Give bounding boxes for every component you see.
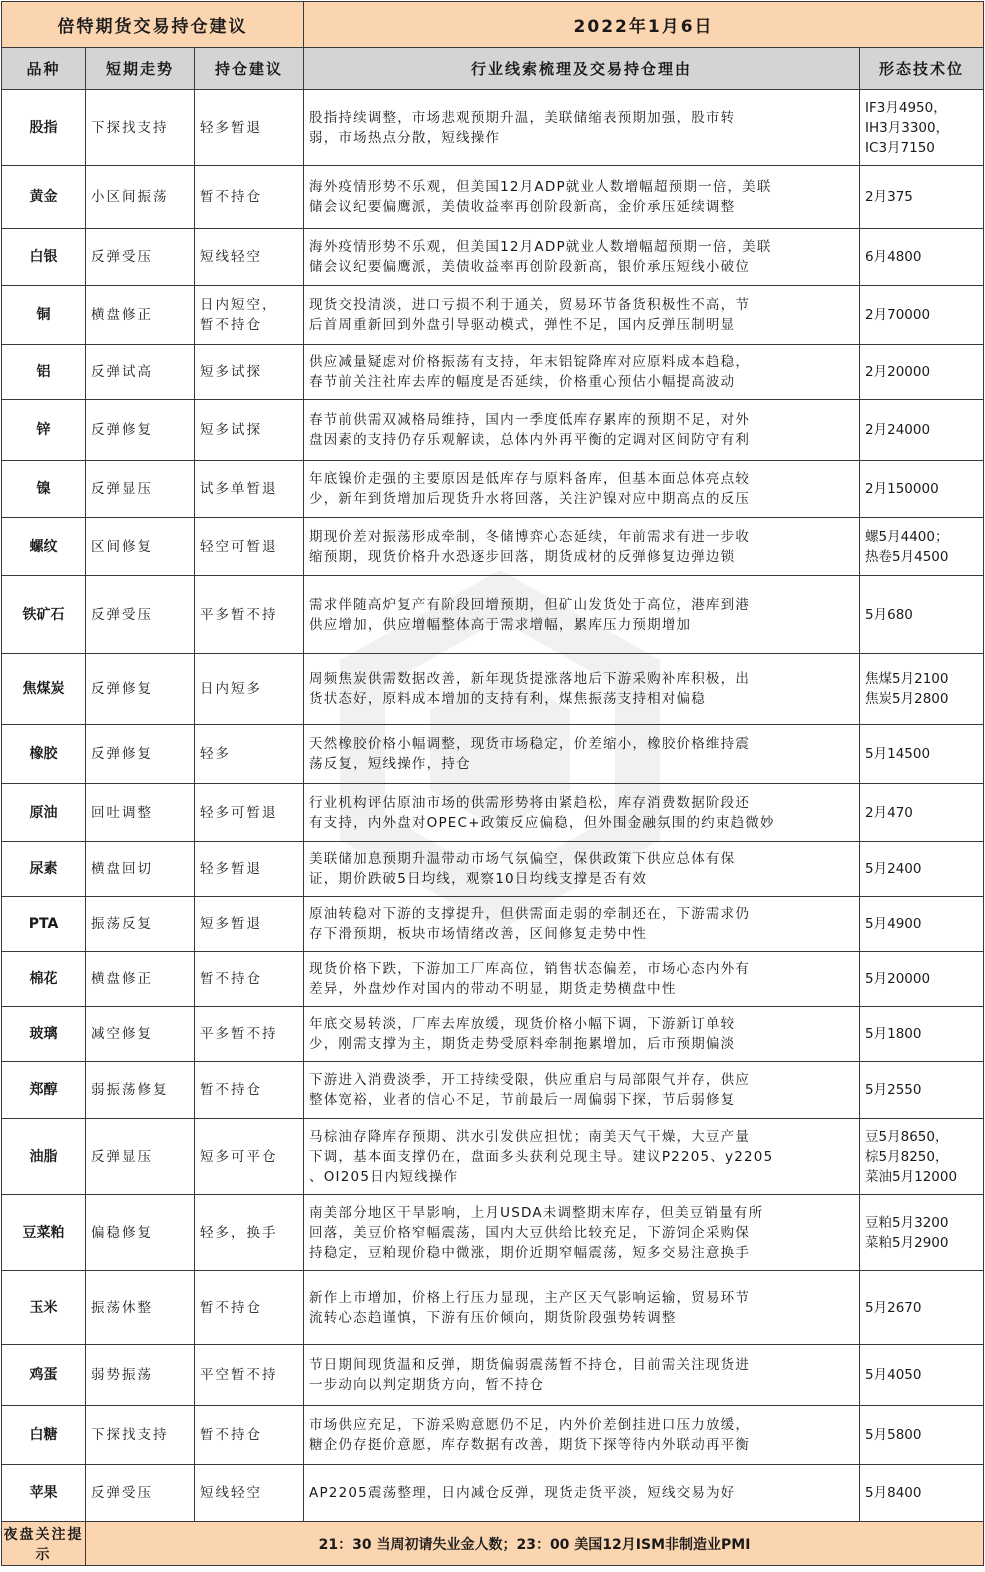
tech-line: 6月4800 [865, 249, 922, 265]
tech-line: 菜油5月12000 [865, 1168, 958, 1185]
trend-cell: 弱振荡修复 [86, 1062, 195, 1119]
advice-cell: 平多暂不持 [195, 576, 304, 654]
reason-cell [304, 345, 860, 400]
tech-line: 5月8400 [865, 1485, 922, 1501]
tech-cell [860, 286, 984, 345]
variety-cell: 豆菜粕 [2, 1195, 86, 1271]
tech-cell [860, 897, 984, 952]
advice-cell: 短线轻空 [195, 1465, 304, 1522]
trend-cell: 横盘修正 [86, 952, 195, 1007]
advice-cell: 日内短多 [195, 654, 304, 725]
reason-line: 海外疫情形势不乐观，但美国12月ADP就业人数增幅超预期一倍，美联 [309, 239, 772, 255]
title-row [2, 2, 984, 48]
tech-line: 棕5月8250， [865, 1148, 949, 1165]
tech-cell [860, 576, 984, 654]
trend-cell: 反弹修复 [86, 725, 195, 784]
trend-cell: 反弹修复 [86, 400, 195, 461]
advice-cell: 暂不持仓 [195, 1062, 304, 1119]
tech-cell [860, 1062, 984, 1119]
reason-line: 盘因素的支持仍存乐观解读，总体内外再平衡的定调对区间防守有利 [309, 432, 751, 448]
table-row [2, 1465, 984, 1522]
tech-line: 5月14500 [865, 746, 931, 762]
reason-line: 供应减量疑虑对价格振荡有支持，年末铝锭降库对应原料成本趋稳， [309, 354, 751, 370]
tech-line: 2月150000 [865, 481, 939, 497]
reason-line: 供应增加，供应增幅整体高于需求增幅，累库压力预期增加 [309, 616, 692, 633]
reason-cell [304, 166, 860, 229]
trend-cell: 横盘回切 [86, 842, 195, 897]
reason-cell [304, 576, 860, 654]
trend-cell: 振荡反复 [86, 897, 195, 952]
variety-cell: 橡胶 [2, 725, 86, 784]
tech-line: 5月4050 [865, 1367, 922, 1383]
header-variety: 品种 [2, 48, 86, 90]
variety-cell: 铝 [2, 345, 86, 400]
reason-line: 市场供应充足，下游采购意愿仍不足，内外价差倒挂进口压力放缓， [309, 1417, 751, 1433]
advice-line: 暂不持仓 [200, 317, 262, 333]
tech-line: 5月5800 [865, 1427, 922, 1443]
reason-line: 美联储加息预期升温带动市场气氛偏空，保供政策下供应总体有保 [309, 851, 736, 867]
reason-cell [304, 90, 860, 166]
table-row [2, 1406, 984, 1465]
table-row [2, 286, 984, 345]
advice-cell [195, 286, 304, 345]
tech-cell [860, 952, 984, 1007]
reason-line: 周频焦炭供需数据改善，新年现货提涨落地后下游采购补库积极，出 [309, 671, 751, 687]
advice-table [1, 1, 984, 1566]
variety-cell: 白糖 [2, 1406, 86, 1465]
advice-cell: 轻空可暂退 [195, 518, 304, 576]
table-row [2, 952, 984, 1007]
reason-cell [304, 1465, 860, 1522]
footer-text: 21：30 当周初请失业金人数；23：00 美国12月ISM非制造业PMI [86, 1522, 984, 1566]
variety-cell: 玉米 [2, 1271, 86, 1345]
reason-cell [304, 897, 860, 952]
reason-cell [304, 1119, 860, 1195]
reason-line: 期现价差对振荡形成牵制，冬储博弈心态延续，年前需求有进一步收 [309, 528, 751, 545]
sheet-title: 倍特期货交易持仓建议 [2, 2, 304, 48]
reason-line: 整体宽裕，业者的信心不足，节前最后一周偏弱下探，节后弱修复 [309, 1092, 736, 1108]
trend-cell: 下探找支持 [86, 90, 195, 166]
table-row [2, 1345, 984, 1406]
reason-line: 后首周重新回到外盘引导驱动模式，弹性不足，国内反弹压制明显 [309, 317, 736, 333]
advice-cell: 轻多暂退 [195, 842, 304, 897]
variety-cell: 白银 [2, 229, 86, 286]
tech-cell [860, 842, 984, 897]
reason-cell [304, 229, 860, 286]
tech-cell [860, 345, 984, 400]
trend-cell: 小区间振荡 [86, 166, 195, 229]
trend-cell: 偏稳修复 [86, 1195, 195, 1271]
advice-cell: 短多试探 [195, 345, 304, 400]
variety-cell: 铜 [2, 286, 86, 345]
reason-line: 回落，美豆价格窄幅震荡，国内大豆供给比较充足，下游饲企采购保 [309, 1224, 751, 1241]
reason-line: 存下滑预期，板块市场情绪改善，区间修复走势中性 [309, 926, 648, 942]
tech-line: 5月1800 [865, 1026, 922, 1042]
table-row [2, 1119, 984, 1195]
reason-line: 年底镍价走强的主要原因是低库存与原料备库，但基本面总体亮点较 [309, 471, 751, 487]
variety-cell: 黄金 [2, 166, 86, 229]
reason-line: 下调，基本面支撑仍在，盘面多头获利兑现主导。建议P2205、y2205 [309, 1148, 774, 1165]
tech-line: 2月470 [865, 804, 913, 821]
tech-cell [860, 166, 984, 229]
tech-cell [860, 1195, 984, 1271]
table-row [2, 518, 984, 576]
reason-cell [304, 1062, 860, 1119]
trend-cell: 回吐调整 [86, 784, 195, 842]
tech-cell [860, 90, 984, 166]
reason-cell [304, 400, 860, 461]
tech-cell [860, 1007, 984, 1062]
tech-line: 2月70000 [865, 307, 931, 323]
sheet-date: 2022年1月6日 [304, 2, 984, 48]
reason-cell [304, 952, 860, 1007]
reason-line: 现货交投清淡，进口亏损不利于通关，贸易环节备货积极性不高，节 [309, 297, 751, 313]
trend-cell: 反弹受压 [86, 576, 195, 654]
reason-cell [304, 1195, 860, 1271]
table-row [2, 1195, 984, 1271]
reason-cell [304, 654, 860, 725]
reason-line: 、OI205日内短线操作 [309, 1168, 459, 1185]
reason-line: 储会议纪要偏鹰派，美债收益率再创阶段新高，银价承压短线小破位 [309, 259, 751, 275]
trend-cell: 振荡休整 [86, 1271, 195, 1345]
tech-line: 5月2400 [865, 861, 922, 877]
trend-cell: 反弹受压 [86, 1465, 195, 1522]
advice-cell: 短多暂退 [195, 897, 304, 952]
tech-cell [860, 1345, 984, 1406]
variety-cell: 焦煤炭 [2, 654, 86, 725]
advice-cell: 短线轻空 [195, 229, 304, 286]
reason-line: 储会议纪要偏鹰派，美债收益率再创阶段新高，金价承压延续调整 [309, 199, 736, 215]
trend-cell: 反弹试高 [86, 345, 195, 400]
tech-line: 2月20000 [865, 364, 931, 380]
tech-line: 5月680 [865, 606, 913, 623]
trend-cell: 弱势振荡 [86, 1345, 195, 1406]
reason-line: 货状态好，原料成本增加的支持有利，煤焦振荡支持相对偏稳 [309, 691, 706, 707]
advice-cell: 轻多，换手 [195, 1195, 304, 1271]
table-row [2, 1271, 984, 1345]
reason-line: 天然橡胶价格小幅调整，现货市场稳定，价差缩小，橡胶价格维持震 [309, 736, 751, 752]
tech-line: 5月4900 [865, 916, 922, 932]
tech-line: 菜粕5月2900 [865, 1234, 949, 1251]
advice-line: 日内短空， [200, 297, 278, 313]
variety-cell: 鸡蛋 [2, 1345, 86, 1406]
variety-cell: 原油 [2, 784, 86, 842]
table-row [2, 897, 984, 952]
table-row [2, 400, 984, 461]
reason-line: 股指持续调整，市场悲观预期升温，美联储缩表预期加强，股市转 [309, 109, 736, 126]
tech-cell [860, 461, 984, 518]
tech-line: 豆粕5月3200 [865, 1214, 949, 1231]
table-row [2, 725, 984, 784]
header-reason: 行业线索梳理及交易持仓理由 [304, 48, 860, 90]
trend-cell: 反弹显压 [86, 461, 195, 518]
header-tech: 形态技术位 [860, 48, 984, 90]
tech-line: IH3月3300， [865, 119, 950, 136]
trend-cell: 反弹修复 [86, 654, 195, 725]
tech-cell [860, 784, 984, 842]
reason-line: 行业机构评估原油市场的供需形势将由紧趋松，库存消费数据阶段还 [309, 794, 751, 811]
advice-cell: 试多单暂退 [195, 461, 304, 518]
variety-cell: 铁矿石 [2, 576, 86, 654]
reason-line: 需求伴随高炉复产有阶段回增预期，但矿山发货处于高位，港库到港 [309, 596, 751, 613]
reason-line: 弱，市场热点分散，短线操作 [309, 129, 501, 146]
variety-cell: 棉花 [2, 952, 86, 1007]
advice-cell: 轻多暂退 [195, 90, 304, 166]
reason-line: 春节前关注社库去库的幅度是否延续，价格重心预估小幅提高波动 [309, 374, 736, 390]
reason-line: 持稳定，豆粕现价稳中微涨，期价近期窄幅震荡，短多交易注意换手 [309, 1244, 751, 1261]
reason-cell [304, 784, 860, 842]
variety-cell: 螺纹 [2, 518, 86, 576]
tech-line: 2月375 [865, 189, 913, 205]
reason-line: 节日期间现货温和反弹，期货偏弱震荡暂不持仓，目前需关注现货进 [309, 1357, 751, 1373]
footer-row [2, 1522, 984, 1566]
tech-line: 5月20000 [865, 971, 931, 987]
table-row [2, 229, 984, 286]
table-row [2, 1007, 984, 1062]
variety-cell: 股指 [2, 90, 86, 166]
reason-cell [304, 1007, 860, 1062]
tech-line: 螺5月4400； [865, 528, 949, 545]
reason-line: 海外疫情形势不乐观，但美国12月ADP就业人数增幅超预期一倍，美联 [309, 179, 772, 195]
advice-cell: 暂不持仓 [195, 1271, 304, 1345]
reason-line: 下游进入消费淡季，开工持续受限，供应重启与局部限气并存，供应 [309, 1072, 751, 1088]
reason-cell [304, 518, 860, 576]
tech-cell [860, 518, 984, 576]
trend-cell: 反弹显压 [86, 1119, 195, 1195]
reason-line: 春节前供需双减格局维持，国内一季度低库存累库的预期不足，对外 [309, 412, 751, 428]
tech-cell [860, 654, 984, 725]
tech-line: 5月2550 [865, 1082, 922, 1098]
advice-cell: 暂不持仓 [195, 166, 304, 229]
trend-cell: 区间修复 [86, 518, 195, 576]
reason-line: 新作上市增加，价格上行压力显现，主产区天气影响运输，贸易环节 [309, 1289, 751, 1306]
tech-line: 热卷5月4500 [865, 548, 949, 565]
advice-cell: 平多暂不持 [195, 1007, 304, 1062]
table-row [2, 784, 984, 842]
tech-line: 2月24000 [865, 422, 931, 438]
tech-cell [860, 1465, 984, 1522]
header-trend: 短期走势 [86, 48, 195, 90]
trend-cell: 横盘修正 [86, 286, 195, 345]
reason-line: 荡反复，短线操作，持仓 [309, 756, 471, 772]
table-row [2, 1062, 984, 1119]
variety-cell: 尿素 [2, 842, 86, 897]
table-row [2, 90, 984, 166]
reason-line: 现货价格下跌，下游加工厂库高位，销售状态偏差，市场心态内外有 [309, 961, 751, 977]
advice-cell: 短多试探 [195, 400, 304, 461]
reason-line: 南美部分地区干旱影响，上月USDA未调整期末库存，但美豆销量有所 [309, 1204, 764, 1221]
variety-cell: PTA [2, 897, 86, 952]
header-advice: 持仓建议 [195, 48, 304, 90]
reason-line: 少，刚需支撑为主，期货走势受原料牵制拖累增加，后市预期偏淡 [309, 1036, 736, 1052]
variety-cell: 油脂 [2, 1119, 86, 1195]
advice-cell: 轻多可暂退 [195, 784, 304, 842]
table-row [2, 654, 984, 725]
tech-cell [860, 1406, 984, 1465]
tech-cell [860, 229, 984, 286]
tech-line: 豆5月8650， [865, 1128, 949, 1145]
reason-line: 年底交易转淡，厂库去库放缓，现货价格小幅下调，下游新订单较 [309, 1016, 736, 1032]
table-row [2, 345, 984, 400]
reason-cell [304, 461, 860, 518]
variety-cell: 玻璃 [2, 1007, 86, 1062]
reason-line: 糖企仍存挺价意愿，库存数据有改善，期货下探等待内外联动再平衡 [309, 1437, 751, 1453]
advice-cell: 轻多 [195, 725, 304, 784]
reason-line: 有支持，内外盘对OPEC+政策反应偏稳，但外围金融氛围的约束趋微妙 [309, 814, 775, 831]
reason-cell [304, 1406, 860, 1465]
tech-cell [860, 400, 984, 461]
tech-line: 5月2670 [865, 1299, 922, 1316]
trend-cell: 下探找支持 [86, 1406, 195, 1465]
variety-cell: 郑醇 [2, 1062, 86, 1119]
reason-line: 一步动向以判定期货方向，暂不持仓 [309, 1377, 545, 1393]
reason-line: 原油转稳对下游的支撑提升，但供需面走弱的牵制还在，下游需求仍 [309, 906, 751, 922]
table-row [2, 842, 984, 897]
reason-line: 证，期价跌破5日均线，观察10日均线支撑是否有效 [309, 871, 648, 887]
advice-cell: 短多可平仓 [195, 1119, 304, 1195]
reason-line: 马棕油存降库存预期、洪水引发供应担忧；南美天气干燥，大豆产量 [309, 1128, 751, 1145]
trend-cell: 反弹受压 [86, 229, 195, 286]
reason-cell [304, 1271, 860, 1345]
tech-line: 焦煤5月2100 [865, 671, 949, 687]
tech-cell [860, 1271, 984, 1345]
reason-line: 少，新年到货增加后现货升水将回落，关注沪镍对应中期高点的反压 [309, 491, 751, 507]
variety-cell: 锌 [2, 400, 86, 461]
footer-label: 夜盘关注提示 [2, 1522, 86, 1566]
tech-cell [860, 725, 984, 784]
advice-cell: 平空暂不持 [195, 1345, 304, 1406]
advice-cell: 暂不持仓 [195, 1406, 304, 1465]
reason-cell [304, 1345, 860, 1406]
header-row [2, 48, 984, 90]
table-row [2, 166, 984, 229]
variety-cell: 镍 [2, 461, 86, 518]
trend-cell: 减空修复 [86, 1007, 195, 1062]
reason-cell [304, 842, 860, 897]
advice-cell: 暂不持仓 [195, 952, 304, 1007]
variety-cell: 苹果 [2, 1465, 86, 1522]
reason-cell [304, 286, 860, 345]
tech-cell [860, 1119, 984, 1195]
table-row [2, 461, 984, 518]
reason-cell [304, 725, 860, 784]
reason-line: AP2205震荡整理，日内减仓反弹，现货走货平淡，短线交易为好 [309, 1485, 736, 1501]
table-row [2, 576, 984, 654]
reason-line: 流转心态趋谨慎，下游有压价倾向，期货阶段强势转调整 [309, 1309, 677, 1326]
reason-line: 缩预期，现货价格升水恐逐步回落，期货成材的反弹修复边弹边锁 [309, 548, 736, 565]
tech-line: 焦炭5月2800 [865, 691, 949, 707]
tech-line: IF3月4950， [865, 99, 947, 116]
tech-line: IC3月7150 [865, 139, 935, 156]
reason-line: 差异，外盘炒作对国内的带动不明显，期货走势横盘中性 [309, 981, 677, 997]
